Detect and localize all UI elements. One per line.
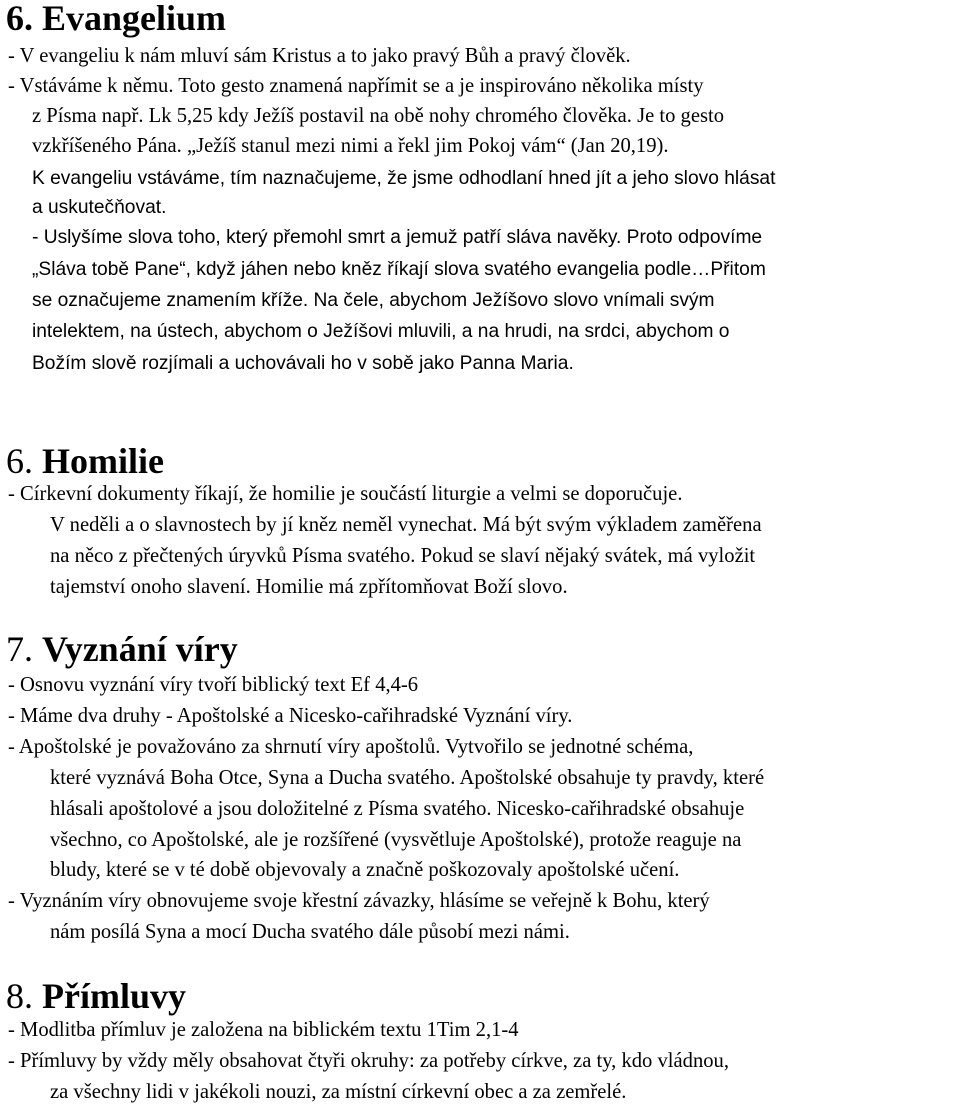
paragraph-line: - Přímluvy by vždy měly obsahovat čtyři okruhy: za potřeby církve, za ty, kdo vládnou, (8, 1050, 729, 1072)
paragraph-line: - V evangeliu k nám mluví sám Kristus a to jako pravý Bůh a pravý člověk. (8, 45, 631, 67)
paragraph-line: - Osnovu vyznání víry tvoří biblický text Ef 4,4-6 (8, 674, 419, 696)
paragraph-line: Božím slově rozjímali a uchovávali ho v sobě jako Panna Maria. (32, 353, 574, 374)
paragraph-line: - Modlitba přímluv je založena na biblickém textu 1Tim 2,1-4 (8, 1019, 519, 1041)
paragraph-line: se označujeme znamením kříže. Na čele, abychom Ježíšovo slovo vnímali svým (32, 290, 715, 311)
paragraph-line: - Uslyšíme slova toho, který přemohl smrt a jemuž patří sláva navěky. Proto odpovíme (32, 227, 763, 248)
paragraph-line: bludy, které se v té době objevovaly a značně poškozovaly apoštolské učení. (50, 859, 680, 881)
paragraph-line: tajemství onoho slavení. Homilie má zpřítomňovat Boží slovo. (50, 576, 568, 598)
heading-primluvy-number: 8. (6, 976, 33, 1016)
heading-homilie-name: Homilie (42, 441, 164, 481)
paragraph-line: z Písma např. Lk 5,25 kdy Ježíš postavil na obě nohy chromého člověka. Je to gesto (32, 105, 725, 127)
heading-evangelium (6, 0, 226, 36)
heading-vyznani-name: Vyznání víry (42, 629, 238, 669)
paragraph-line: vzkříšeného Pána. „Ježíš stanul mezi nimi a řekl jim Pokoj vám“ (Jan 20,19). (32, 135, 669, 157)
paragraph-line: - Máme dva druhy - Apoštolské a Nicesko-cařihradské Vyznání víry. (8, 705, 573, 727)
paragraph-line: „Sláva tobě Pane“, když jáhen nebo kněz říkají slova svatého evangelia podle…Přitom (32, 259, 766, 280)
heading-evangelium-text: 6. Evangelium (6, 0, 227, 38)
paragraph-line: které vyznává Boha Otce, Syna a Ducha svatého. Apoštolské obsahuje ty pravdy, které (50, 767, 765, 789)
heading-vyznani-number: 7. (6, 629, 33, 669)
paragraph-line: - Vstáváme k němu. Toto gesto znamená napřímit se a je inspirováno několika místy (8, 75, 704, 97)
paragraph-line: K evangeliu vstáváme, tím naznačujeme, že jsme odhodlaní hned jít a jeho slovo hlásat (32, 168, 776, 189)
paragraph-line: - Apoštolské je považováno za shrnutí víry apoštolů. Vytvořilo se jednotné schéma, (8, 736, 694, 758)
paragraph-line: na něco z přečtených úryvků Písma svatého. Pokud se slaví nějaký svátek, má vyložit (50, 545, 756, 567)
paragraph-line: za všechny lidi v jakékoli nouzi, za místní církevní obec a za zemřelé. (50, 1081, 627, 1103)
paragraph-line: nám posílá Syna a mocí Ducha svatého dále působí mezi námi. (50, 921, 570, 943)
paragraph-line: - Vyznáním víry obnovujeme svoje křestní závazky, hlásíme se veřejně k Bohu, který (8, 890, 710, 912)
paragraph-line: intelektem, na ústech, abychom o Ježíšovi mluvili, a na hrudi, na srdci, abychom o (32, 321, 730, 342)
paragraph-line: a uskutečňovat. (32, 197, 167, 218)
paragraph-line: všechno, co Apoštolské, ale je rozšířené (vysvětluje Apoštolské), protože reaguje na (50, 829, 742, 851)
paragraph-line: V neděli a o slavnostech by jí kněz neměl vynechat. Má být svým výkladem zaměřena (50, 514, 762, 536)
heading-homilie (6, 443, 164, 479)
heading-primluvy (6, 978, 186, 1014)
paragraph-line: - Církevní dokumenty říkají, že homilie je součástí liturgie a velmi se doporučuje. (8, 483, 683, 505)
heading-vyznani (6, 631, 238, 667)
heading-primluvy-name: Přímluvy (42, 976, 186, 1016)
heading-homilie-number: 6. (6, 441, 33, 481)
paragraph-line: hlásali apoštolové a jsou doložitelné z Písma svatého. Nicesko-cařihradské obsahuje (50, 798, 745, 820)
